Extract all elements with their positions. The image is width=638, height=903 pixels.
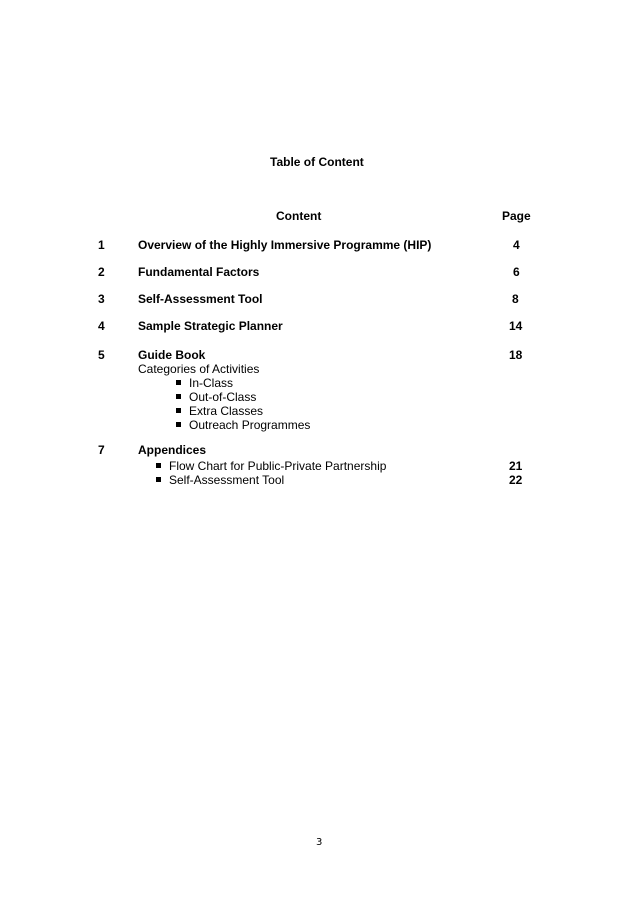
entry-number: 7 [98, 443, 105, 457]
bullet-square-icon [156, 463, 161, 468]
entry-number: 2 [98, 265, 105, 279]
entry-page: 14 [509, 319, 523, 333]
page-number: 3 [316, 837, 323, 848]
entry-number: 5 [98, 348, 105, 362]
entry-number: 1 [98, 238, 105, 252]
toc-title: Table of Content [270, 155, 364, 169]
entry-subtitle: Categories of Activities [138, 362, 260, 376]
entry-title: Self-Assessment Tool [138, 292, 263, 306]
bullet-label: Flow Chart for Public-Private Partnership [169, 459, 387, 473]
list-item [176, 404, 263, 418]
bullet-square-icon [156, 477, 161, 482]
bullet-label: Self-Assessment Tool [169, 473, 285, 487]
bullet-square-icon [176, 380, 181, 385]
bullet-square-icon [176, 408, 181, 413]
bullet-label: Out-of-Class [189, 390, 257, 404]
entry-page: 6 [513, 265, 520, 279]
entry-number: 3 [98, 292, 105, 306]
entry-title: Appendices [138, 443, 207, 457]
list-item [176, 418, 310, 432]
entry-title: Sample Strategic Planner [138, 319, 283, 333]
bullet-square-icon [176, 394, 181, 399]
bullet-label: In-Class [189, 376, 234, 390]
list-item [156, 459, 386, 473]
bullet-label: Extra Classes [189, 404, 264, 418]
entry-page: 8 [512, 292, 519, 306]
entry-page: 22 [509, 473, 523, 487]
entry-title: Overview of the Highly Immersive Programme (HIP) [138, 238, 432, 252]
entry-title: Guide Book [138, 348, 206, 362]
list-item [176, 376, 233, 390]
page-column-header: Page [502, 209, 531, 223]
list-item [176, 390, 256, 404]
bullet-label: Outreach Programmes [189, 418, 311, 432]
entry-page: 4 [513, 238, 520, 252]
entry-title: Fundamental Factors [138, 265, 260, 279]
entry-number: 4 [98, 319, 105, 333]
entry-page: 21 [509, 459, 523, 473]
content-column-header: Content [276, 209, 322, 223]
bullet-square-icon [176, 422, 181, 427]
list-item [156, 473, 284, 487]
entry-page: 18 [509, 348, 523, 362]
